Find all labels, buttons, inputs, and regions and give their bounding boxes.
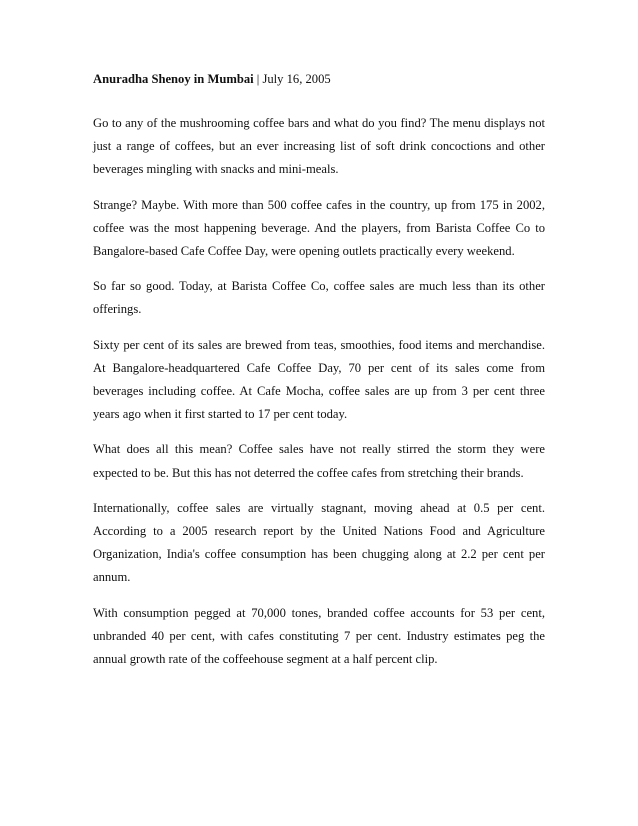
article bbox=[93, 70, 545, 683]
author-name: Anuradha Shenoy in Mumbai bbox=[93, 72, 254, 86]
paragraph: So far so good. Today, at Barista Coffee Co, coffee sales are much less than its other offerings. bbox=[93, 279, 545, 317]
paragraph: Internationally, coffee sales are virtually stagnant, moving ahead at 0.5 per cent. According to a 2005 research report by the United Nations Food and Agriculture Organization, India's coffee consumption has been chugging along at 2.2 per cent per annum. bbox=[93, 500, 545, 585]
paragraph: Go to any of the mushrooming coffee bars and what do you find? The menu displays not just a range of coffees, but an ever increasing list of soft drink concoctions and other beverages mingling with snacks and mini-meals. bbox=[93, 116, 545, 177]
paragraph: What does all this mean? Coffee sales have not really stirred the storm they were expected to be. But this has not deterred the coffee cafes from stretching their brands. bbox=[93, 442, 545, 480]
paragraph: Strange? Maybe. With more than 500 coffee cafes in the country, up from 175 in 2002, coffee was the most happening beverage. And the players, from Barista Coffee Co to Bangalore-based Cafe Coffee Day, were opening outlets practically every weekend. bbox=[93, 197, 545, 259]
byline-separator: | bbox=[256, 72, 260, 86]
article-date: July 16, 2005 bbox=[262, 72, 331, 86]
paragraph: Sixty per cent of its sales are brewed from teas, smoothies, food items and merchandise. At Bangalore-headquartered Cafe Coffee Day, 70 per cent of its sales come from beverages including coffee. At Cafe Mocha, coffee sales are up from 3 per cent three years ago when it first started to 17 per cent today. bbox=[93, 337, 545, 422]
byline bbox=[93, 70, 545, 88]
paragraph: With consumption pegged at 70,000 tones, branded coffee accounts for 53 per cent, unbranded 40 per cent, with cafes constituting 7 per cent. Industry estimates peg the annual growth rate of the coffeehouse segment at a half percent clip. bbox=[93, 605, 545, 667]
